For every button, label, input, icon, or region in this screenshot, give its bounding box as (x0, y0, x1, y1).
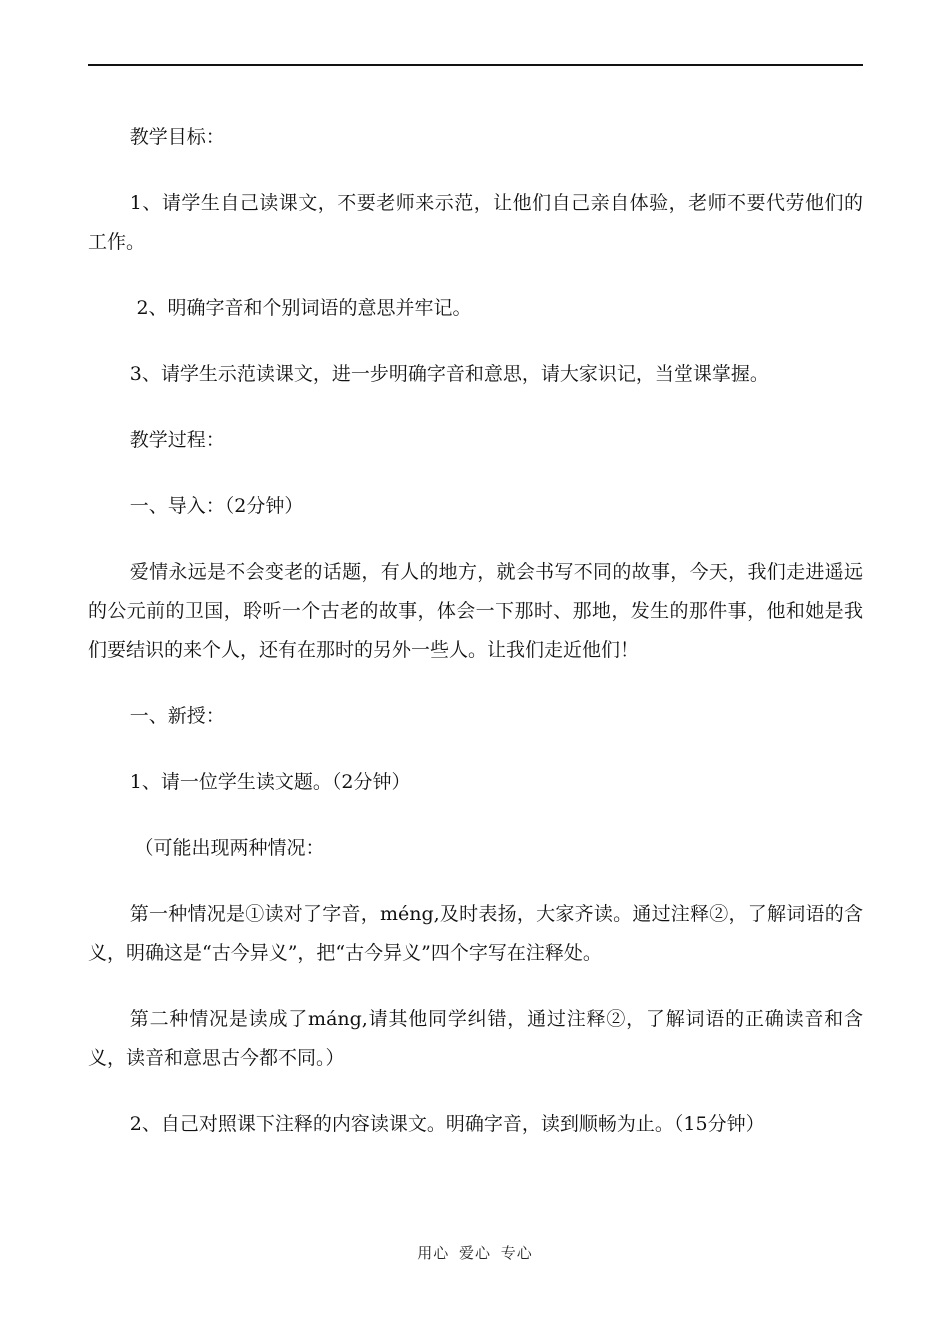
goal-item-3: 3、请学生示范读课文，进一步明确字音和意思，请大家识记，当堂课掌握。 (129, 363, 769, 385)
introduction-text: 爱情永远是不会变老的话题，有人的地方，就会书写不同的故事，今天，我们走进遥远的公元前的卫国，聆听一个古老的故事，体会一下那时、那地，发生的那件事，他和她是我们要结识的来个人，还有在那时的另外一些人。让我们走近他们！ (88, 561, 863, 661)
heading-teaching-goals: 教学目标： (129, 126, 225, 148)
goal-item-2: 2、明确字音和个别词语的意思并牢记。 (136, 297, 472, 319)
goal-item-1: 1、请学生自己读课文，不要老师来示范，让他们自己亲自体验，老师不要代劳他们的工作。 (88, 192, 863, 253)
page-footer: 用心 爱心 专心 (417, 1244, 533, 1262)
case-one: 第一种情况是①读对了字音，méng,及时表扬，大家齐读。通过注释②，了解词语的含义，明确这是“古今异义”，把“古今异义”四个字写在注释处。 (88, 903, 863, 964)
possible-cases-note: （可能出现两种情况： (134, 837, 325, 859)
document-body (88, 118, 863, 1171)
section-introduction: 一、导入：（2分钟） (129, 495, 304, 517)
section-new-lesson: 一、新授： (129, 705, 225, 727)
case-two: 第二种情况是读成了máng,请其他同学纠错，通过注释②，了解词语的正确读音和含义，读音和意思古今都不同。） (88, 1008, 863, 1069)
heading-teaching-process: 教学过程： (129, 429, 225, 451)
lesson-step-1: 1、请一位学生读文题。（2分钟） (129, 771, 411, 793)
lesson-step-2: 2、自己对照课下注释的内容读课文。明确字音，读到顺畅为止。（15分钟） (129, 1113, 765, 1135)
header-rule (88, 64, 863, 66)
